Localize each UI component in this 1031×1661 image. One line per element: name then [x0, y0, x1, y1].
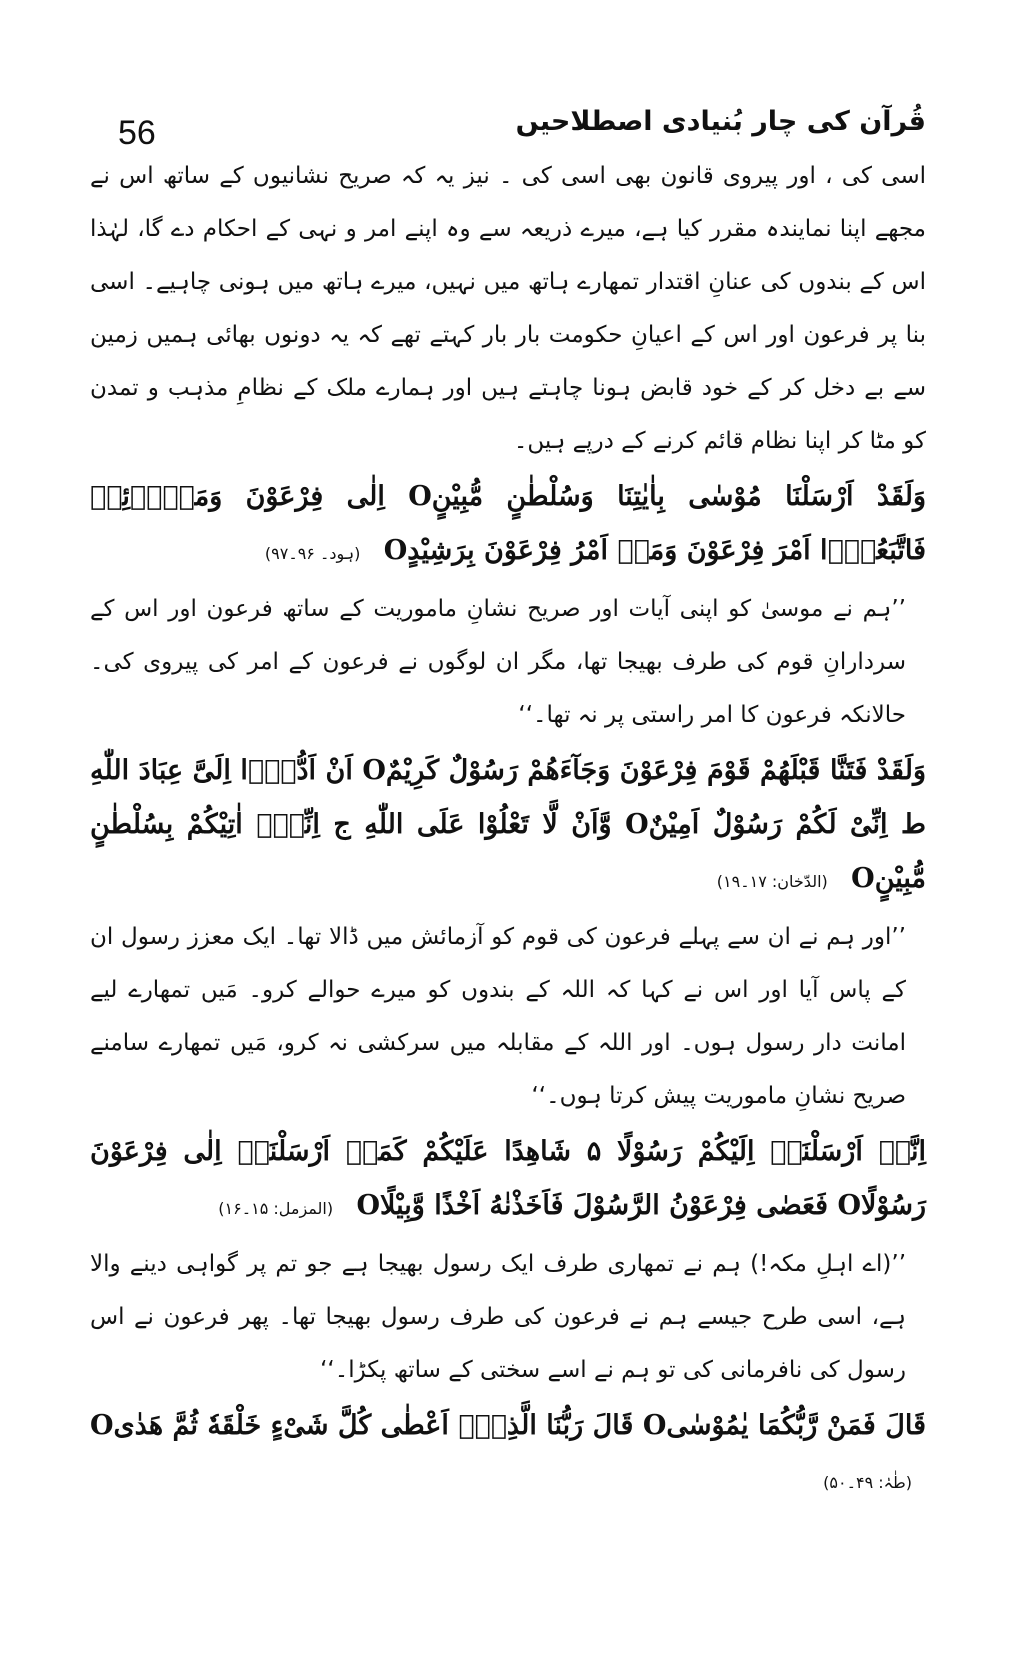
page-content	[90, 150, 926, 1510]
verse-text: وَلَقَدْ اَرْسَلْنَا مُوْسٰی بِاٰیٰتِنَا وَسُلْطٰنٍ مُّبِیْنٍO اِلٰی فِرْعَوْنَ وَمَلَاۡئِهٖ فَاتَّبَعُوْۤا اَمْرَ فِرْعَوْنَ وَمَاۤ اَمْرُ فِرْعَوْنَ بِرَشِیْدٍO	[90, 481, 927, 566]
verse-reference: (ہود۔ ۹۶۔۹۷)	[264, 544, 361, 563]
body-paragraph: اسی کی ، اور پیروی قانون بھی اسی کی ۔ نیز یہ کہ صریح نشانیوں کے ساتھ اس نے مجھے اپنا نمایندہ مقرر کیا ہے، میرے ذریعہ سے وہ اپنے امر و نہی کے احکام دے گا، لہٰذا اس کے بندوں کی عنانِ اقتدار تمھارے ہاتھ میں نہیں، میرے ہاتھ میں ہونی چاہیے۔ اسی بنا پر فرعون اور اس کے اعیانِ حکومت بار بار کہتے تھے کہ یہ دونوں بھائی ہمیں زمین سے بے دخل کر کے خود قابض ہونا چاہتے ہیں اور ہمارے ملک کے نظامِ مذہب و تمدن کو مٹا کر اپنا نظام قائم کرنے کے درپے ہیں۔	[90, 163, 926, 454]
page-header	[90, 92, 926, 150]
verse-reference: (المزمل: ۱۵۔۱۶)	[218, 1199, 334, 1218]
translation-paragraph: ’’اور ہم نے ان سے پہلے فرعون کی قوم کو آزمائش میں ڈالا تھا۔ ایک معزز رسول ان کے پاس آیا اور اس نے کہا کہ اللہ کے بندوں کو میرے حوالے کرو۔ مَیں تمھارے لیے امانت دار رسول ہوں۔ اور اللہ کے مقابلہ میں سرکشی نہ کرو، مَیں تمھارے سامنے صریح نشانِ ماموریت پیش کرتا ہوں۔‘‘	[90, 924, 906, 1109]
verse-reference: (الدّخان: ۱۷۔۱۹)	[716, 872, 828, 891]
verse-text: اِنَّاۤ اَرْسَلْنَاۤ اِلَیْكُمْ رَسُوْلًا ۵ شَاهِدًا عَلَیْكُمْ كَمَاۤ اَرْسَلْنَاۤ اِلٰی فِرْعَوْنَ رَسُوْلًاO فَعَصٰی فِرْعَوْنُ الرَّسُوْلَ فَاَخَذْنٰهُ اَخْذًا وَّبِیْلًاO	[90, 1136, 926, 1221]
quran-verse-dukhan	[90, 744, 926, 909]
quran-verse-hud	[90, 470, 926, 581]
running-title: قُرآن کی چار بُنیادی اصطلاحیں	[515, 106, 926, 137]
translation-paragraph: ’’(اے اہلِ مکہ!) ہم نے تمھاری طرف ایک رسول بھیجا ہے جو تم پر گواہی دینے والا ہے، اسی طرح جیسے ہم نے فرعون کی طرف رسول بھیجا تھا۔ پھر فرعون نے اس رسول کی نافرمانی کی تو ہم نے اسے سختی کے ساتھ پکڑا۔‘‘	[90, 1251, 906, 1383]
page-number: 56	[118, 114, 156, 152]
quran-verse-muzzammil	[90, 1125, 926, 1236]
translation-paragraph: ’’ہم نے موسیٰ کو اپنی آیات اور صریح نشانِ ماموریت کے ساتھ فرعون اور اس کے سردارانِ قوم کی طرف بھیجا تھا، مگر ان لوگوں نے فرعون کے امر کی پیروی کی۔ حالانکہ فرعون کا امر راستی پر نہ تھا۔‘‘	[90, 596, 906, 728]
verse-reference: (طٰہٰ: ۴۹۔۵۰)	[823, 1473, 912, 1492]
verse-text: قَالَ فَمَنْ رَّبُّكُمَا یٰمُوْسٰیO قَالَ رَبُّنَا الَّذِیْۤ اَعْطٰی كُلَّ شَیْءٍ خَلْقَهٗ ثُمَّ هَدٰیO	[90, 1410, 926, 1441]
verse-text: وَلَقَدْ فَتَنَّا قَبْلَهُمْ قَوْمَ فِرْعَوْنَ وَجَآءَهُمْ رَسُوْلٌ كَرِیْمٌO اَنْ اَدُّوْۤا اِلَیَّ عِبَادَ اللّٰهِ ط اِنِّیْ لَكُمْ رَسُوْلٌ اَمِیْنٌO وَّاَنْ لَّا تَعْلُوْا عَلَی اللّٰهِ ج اِنِّیْۤ اٰتِیْكُمْ بِسُلْطٰنٍ مُّبِیْنٍO	[90, 755, 927, 894]
quran-verse-taha	[90, 1399, 926, 1510]
